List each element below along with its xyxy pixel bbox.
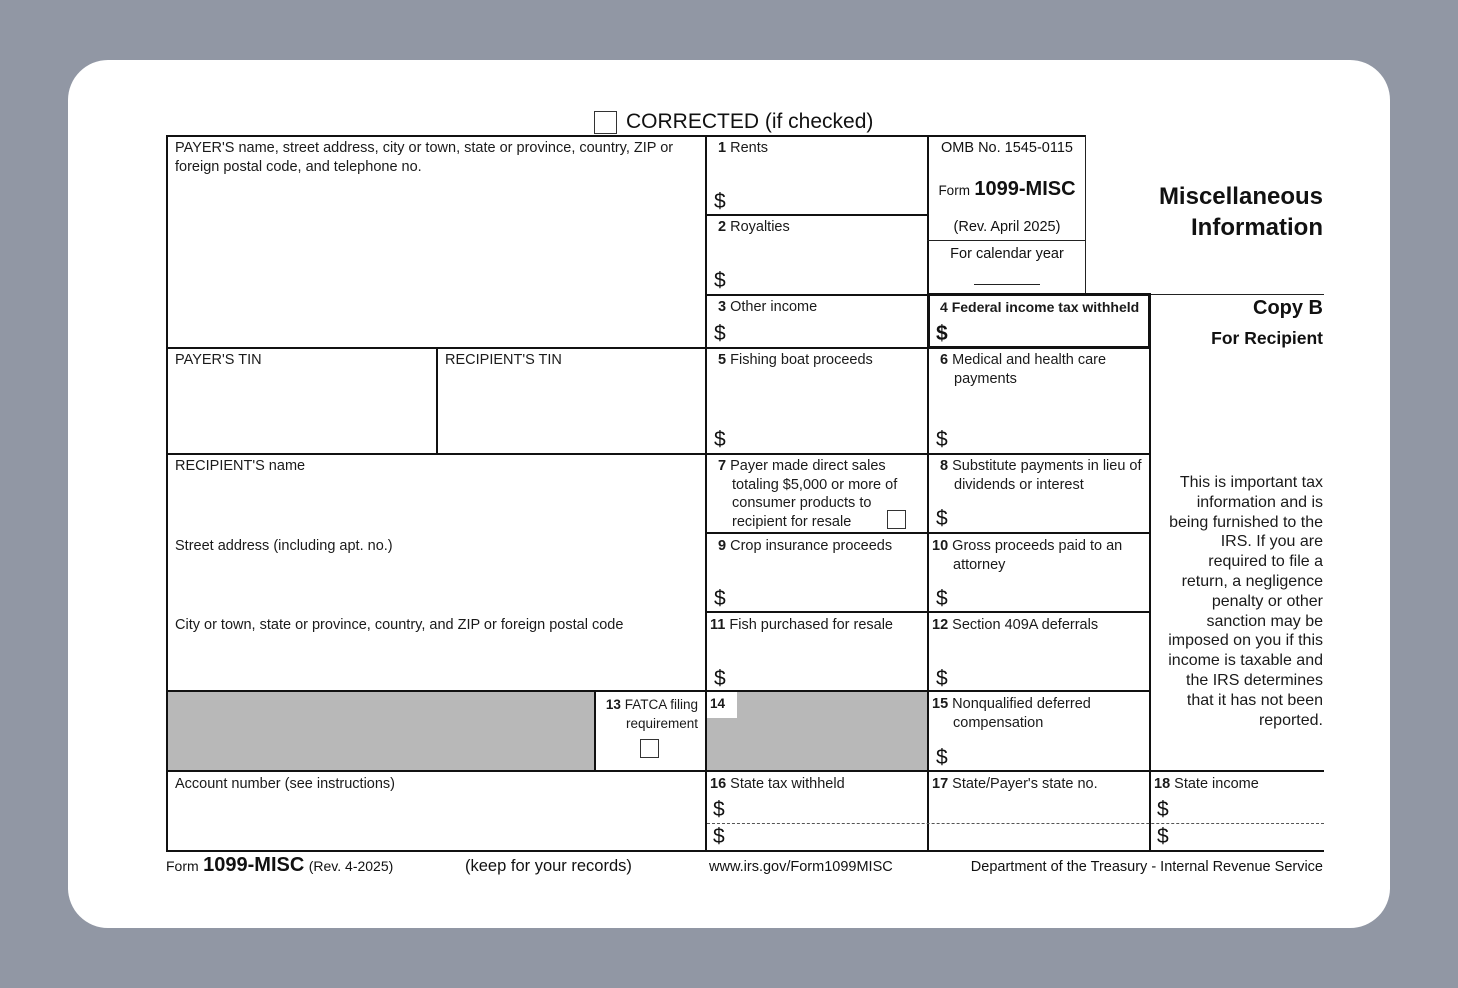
box-10-attorney-proceeds-input[interactable] bbox=[955, 580, 1143, 609]
box-9-number: 9 bbox=[718, 538, 727, 554]
dollar-sign: $ bbox=[936, 507, 948, 530]
box-2-royalties-input[interactable] bbox=[732, 264, 922, 292]
corrected-label: CORRECTED (if checked) bbox=[626, 110, 874, 133]
box-7-text: Payer made direct sales totaling $5,000 or more of consumer products to recipient for resale bbox=[730, 458, 898, 530]
footer-form-id bbox=[166, 852, 393, 880]
box-9-text: Crop insurance proceeds bbox=[730, 538, 893, 554]
dollar-sign: $ bbox=[936, 322, 948, 345]
box-7-label bbox=[718, 457, 908, 531]
dollar-sign: $ bbox=[713, 825, 725, 848]
calendar-year-label: For calendar year bbox=[950, 246, 1064, 262]
box-4-label bbox=[940, 298, 1139, 317]
grid-line bbox=[705, 453, 1150, 455]
box-14-shaded bbox=[707, 692, 927, 770]
footer-keep-records: (keep for your records) bbox=[465, 857, 632, 875]
recipient-tin-label: RECIPIENT'S TIN bbox=[445, 352, 562, 368]
box-9-crop-insurance-input[interactable] bbox=[732, 580, 922, 609]
box-17-state-no-input-2[interactable] bbox=[932, 826, 1146, 848]
footer-url[interactable]: www.irs.gov/Form1099MISC bbox=[709, 859, 893, 875]
dollar-sign: $ bbox=[714, 190, 726, 213]
recipient-name-field[interactable] bbox=[170, 478, 702, 533]
box-10-number: 10 bbox=[932, 538, 949, 554]
payer-info-field[interactable] bbox=[170, 180, 702, 344]
box-16-state-tax-input-1[interactable] bbox=[730, 797, 922, 821]
box-8-label bbox=[940, 457, 1145, 494]
dollar-sign: $ bbox=[714, 269, 726, 292]
box-11-label bbox=[710, 616, 893, 635]
box-13-label-line2: requirement bbox=[625, 716, 698, 731]
box-2-label bbox=[718, 218, 790, 237]
box-3-other-income-input[interactable] bbox=[732, 318, 922, 345]
box-10-text: Gross proceeds paid to an attorney bbox=[952, 538, 1123, 573]
box-8-substitute-payments-input[interactable] bbox=[955, 502, 1143, 530]
box-7-checkbox[interactable] bbox=[887, 510, 906, 529]
box-3-number: 3 bbox=[718, 299, 727, 315]
shaded-area bbox=[168, 692, 594, 770]
fatca-checkbox[interactable] bbox=[640, 739, 659, 758]
box-12-number: 12 bbox=[932, 617, 949, 633]
dollar-sign: $ bbox=[936, 587, 948, 610]
grid-line bbox=[705, 611, 1150, 613]
box-13-number: 13 bbox=[605, 697, 621, 712]
box-5-label bbox=[718, 351, 873, 370]
grid-line bbox=[1149, 294, 1151, 851]
box-5-fishing-boat-input[interactable] bbox=[732, 420, 922, 450]
box-10-label bbox=[932, 537, 1142, 574]
box-8-number: 8 bbox=[940, 458, 949, 474]
box-11-number: 11 bbox=[710, 617, 726, 633]
grid-line bbox=[705, 532, 1150, 534]
box-13-label-line1: FATCA filing bbox=[624, 697, 698, 712]
box-16-text: State tax withheld bbox=[730, 776, 845, 792]
street-address-label: Street address (including apt. no.) bbox=[175, 538, 393, 554]
box-18-text: State income bbox=[1174, 776, 1259, 792]
box-2-text: Royalties bbox=[730, 219, 790, 235]
dollar-sign: $ bbox=[714, 587, 726, 610]
box-16-state-tax-input-2[interactable] bbox=[730, 826, 922, 848]
box-17-label bbox=[932, 775, 1098, 794]
box-1-text: Rents bbox=[730, 140, 768, 156]
recipient-name-label: RECIPIENT'S name bbox=[175, 458, 306, 474]
dollar-sign: $ bbox=[714, 667, 726, 690]
payer-tin-label: PAYER'S TIN bbox=[175, 352, 262, 368]
form-title-line1: Miscellaneous bbox=[1158, 183, 1323, 210]
dollar-sign: $ bbox=[714, 322, 726, 345]
box-18-state-income-input-2[interactable] bbox=[1175, 826, 1323, 848]
dollar-sign: $ bbox=[1157, 825, 1169, 848]
omb-number: OMB No. 1545-0115 bbox=[941, 140, 1073, 156]
box-8-text: Substitute payments in lieu of dividends or interest bbox=[952, 458, 1142, 493]
box-17-number: 17 bbox=[932, 776, 949, 792]
box-12-409a-input[interactable] bbox=[955, 660, 1143, 688]
grid-line bbox=[166, 453, 706, 455]
box-11-fish-purchased-input[interactable] bbox=[732, 660, 922, 688]
box-14-label bbox=[710, 695, 725, 714]
footer-form-prefix: Form bbox=[166, 858, 199, 874]
box-3-label bbox=[718, 298, 817, 317]
dollar-sign: $ bbox=[936, 746, 948, 769]
account-number-label: Account number (see instructions) bbox=[175, 776, 396, 792]
grid-line bbox=[927, 240, 1086, 241]
box-9-label bbox=[718, 537, 892, 556]
footer-agency: Department of the Treasury - Internal Revenue Service bbox=[970, 859, 1323, 875]
box-4-federal-tax-input[interactable] bbox=[955, 318, 1143, 345]
grid-line bbox=[1085, 135, 1086, 294]
form-title bbox=[1100, 181, 1323, 243]
box-2-number: 2 bbox=[718, 219, 727, 235]
dollar-sign: $ bbox=[713, 798, 725, 821]
box-11-text: Fish purchased for resale bbox=[729, 617, 893, 633]
grid-line bbox=[705, 770, 1324, 772]
box-16-label bbox=[710, 775, 845, 794]
form-name: 1099-MISC bbox=[974, 178, 1076, 200]
form-name-header bbox=[929, 178, 1085, 201]
box-18-state-income-input-1[interactable] bbox=[1175, 797, 1323, 821]
box-5-text: Fishing boat proceeds bbox=[730, 352, 873, 368]
grid-line bbox=[1149, 294, 1324, 295]
box-12-label bbox=[932, 616, 1098, 635]
box-1-number: 1 bbox=[718, 140, 727, 156]
box-6-text: Medical and health care payments bbox=[952, 352, 1107, 387]
box-15-text: Nonqualified deferred compensation bbox=[952, 696, 1091, 731]
box-7-number: 7 bbox=[718, 458, 727, 474]
box-6-medical-input[interactable] bbox=[955, 420, 1143, 450]
dollar-sign: $ bbox=[714, 428, 726, 451]
box-15-label bbox=[932, 695, 1142, 732]
state-row-divider bbox=[707, 823, 1324, 824]
box-14-number: 14 bbox=[710, 696, 726, 711]
recipient-tin-field[interactable] bbox=[440, 372, 702, 450]
dollar-sign: $ bbox=[936, 428, 948, 451]
city-field[interactable] bbox=[170, 637, 702, 687]
city-label: City or town, state or province, country, and ZIP or foreign postal code bbox=[175, 617, 624, 633]
box-4-text: Federal income tax withheld bbox=[951, 299, 1140, 315]
dollar-sign: $ bbox=[936, 667, 948, 690]
form-revision: (Rev. April 2025) bbox=[953, 219, 1061, 235]
payer-info-label: PAYER'S name, street address, city or town, state or province, country, ZIP or foreign postal code, and telephone no. bbox=[175, 140, 674, 175]
grid-line bbox=[927, 135, 929, 851]
copy-b-label: Copy B bbox=[1253, 297, 1323, 319]
box-3-text: Other income bbox=[730, 299, 818, 315]
box-18-label bbox=[1154, 775, 1259, 794]
street-address-field[interactable] bbox=[170, 558, 702, 613]
form-prefix: Form bbox=[938, 183, 970, 198]
box-12-text: Section 409A deferrals bbox=[952, 617, 1099, 633]
grid-line bbox=[166, 770, 706, 772]
footer-revision: (Rev. 4-2025) bbox=[308, 858, 394, 874]
form-top-border bbox=[166, 135, 1086, 137]
box-1-label bbox=[718, 139, 768, 158]
form-title-line2: Information bbox=[1191, 214, 1323, 241]
calendar-year-input[interactable] bbox=[974, 284, 1040, 285]
footer-form-name: 1099-MISC bbox=[203, 854, 305, 876]
box-17-state-no-input-1[interactable] bbox=[932, 797, 1146, 821]
grid-line bbox=[705, 214, 928, 216]
dollar-sign: $ bbox=[1157, 798, 1169, 821]
payer-tin-field[interactable] bbox=[170, 372, 432, 450]
box-15-nonqualified-input[interactable] bbox=[955, 740, 1143, 768]
box-16-number: 16 bbox=[710, 776, 727, 792]
corrected-checkbox[interactable] bbox=[594, 111, 617, 134]
box-18-number: 18 bbox=[1154, 776, 1171, 792]
grid-line bbox=[705, 294, 928, 296]
box-1-rents-input[interactable] bbox=[732, 185, 922, 212]
box-6-label bbox=[940, 351, 1140, 388]
box-5-number: 5 bbox=[718, 352, 727, 368]
grid-line bbox=[436, 347, 438, 453]
account-number-field[interactable] bbox=[170, 796, 702, 848]
box-15-number: 15 bbox=[932, 696, 949, 712]
copy-for-recipient: For Recipient bbox=[1211, 328, 1323, 348]
box-6-number: 6 bbox=[940, 352, 949, 368]
box-13-label bbox=[596, 695, 698, 733]
important-tax-notice: This is important tax information and is being furnished to the IRS. If you are required to file a return, a negligence penalty or other sanction may be imposed on you if this income is taxable and the IRS determines that it has not been reported. bbox=[1168, 474, 1323, 729]
box-17-text: State/Payer's state no. bbox=[952, 776, 1098, 792]
box-4-number: 4 bbox=[940, 299, 948, 315]
